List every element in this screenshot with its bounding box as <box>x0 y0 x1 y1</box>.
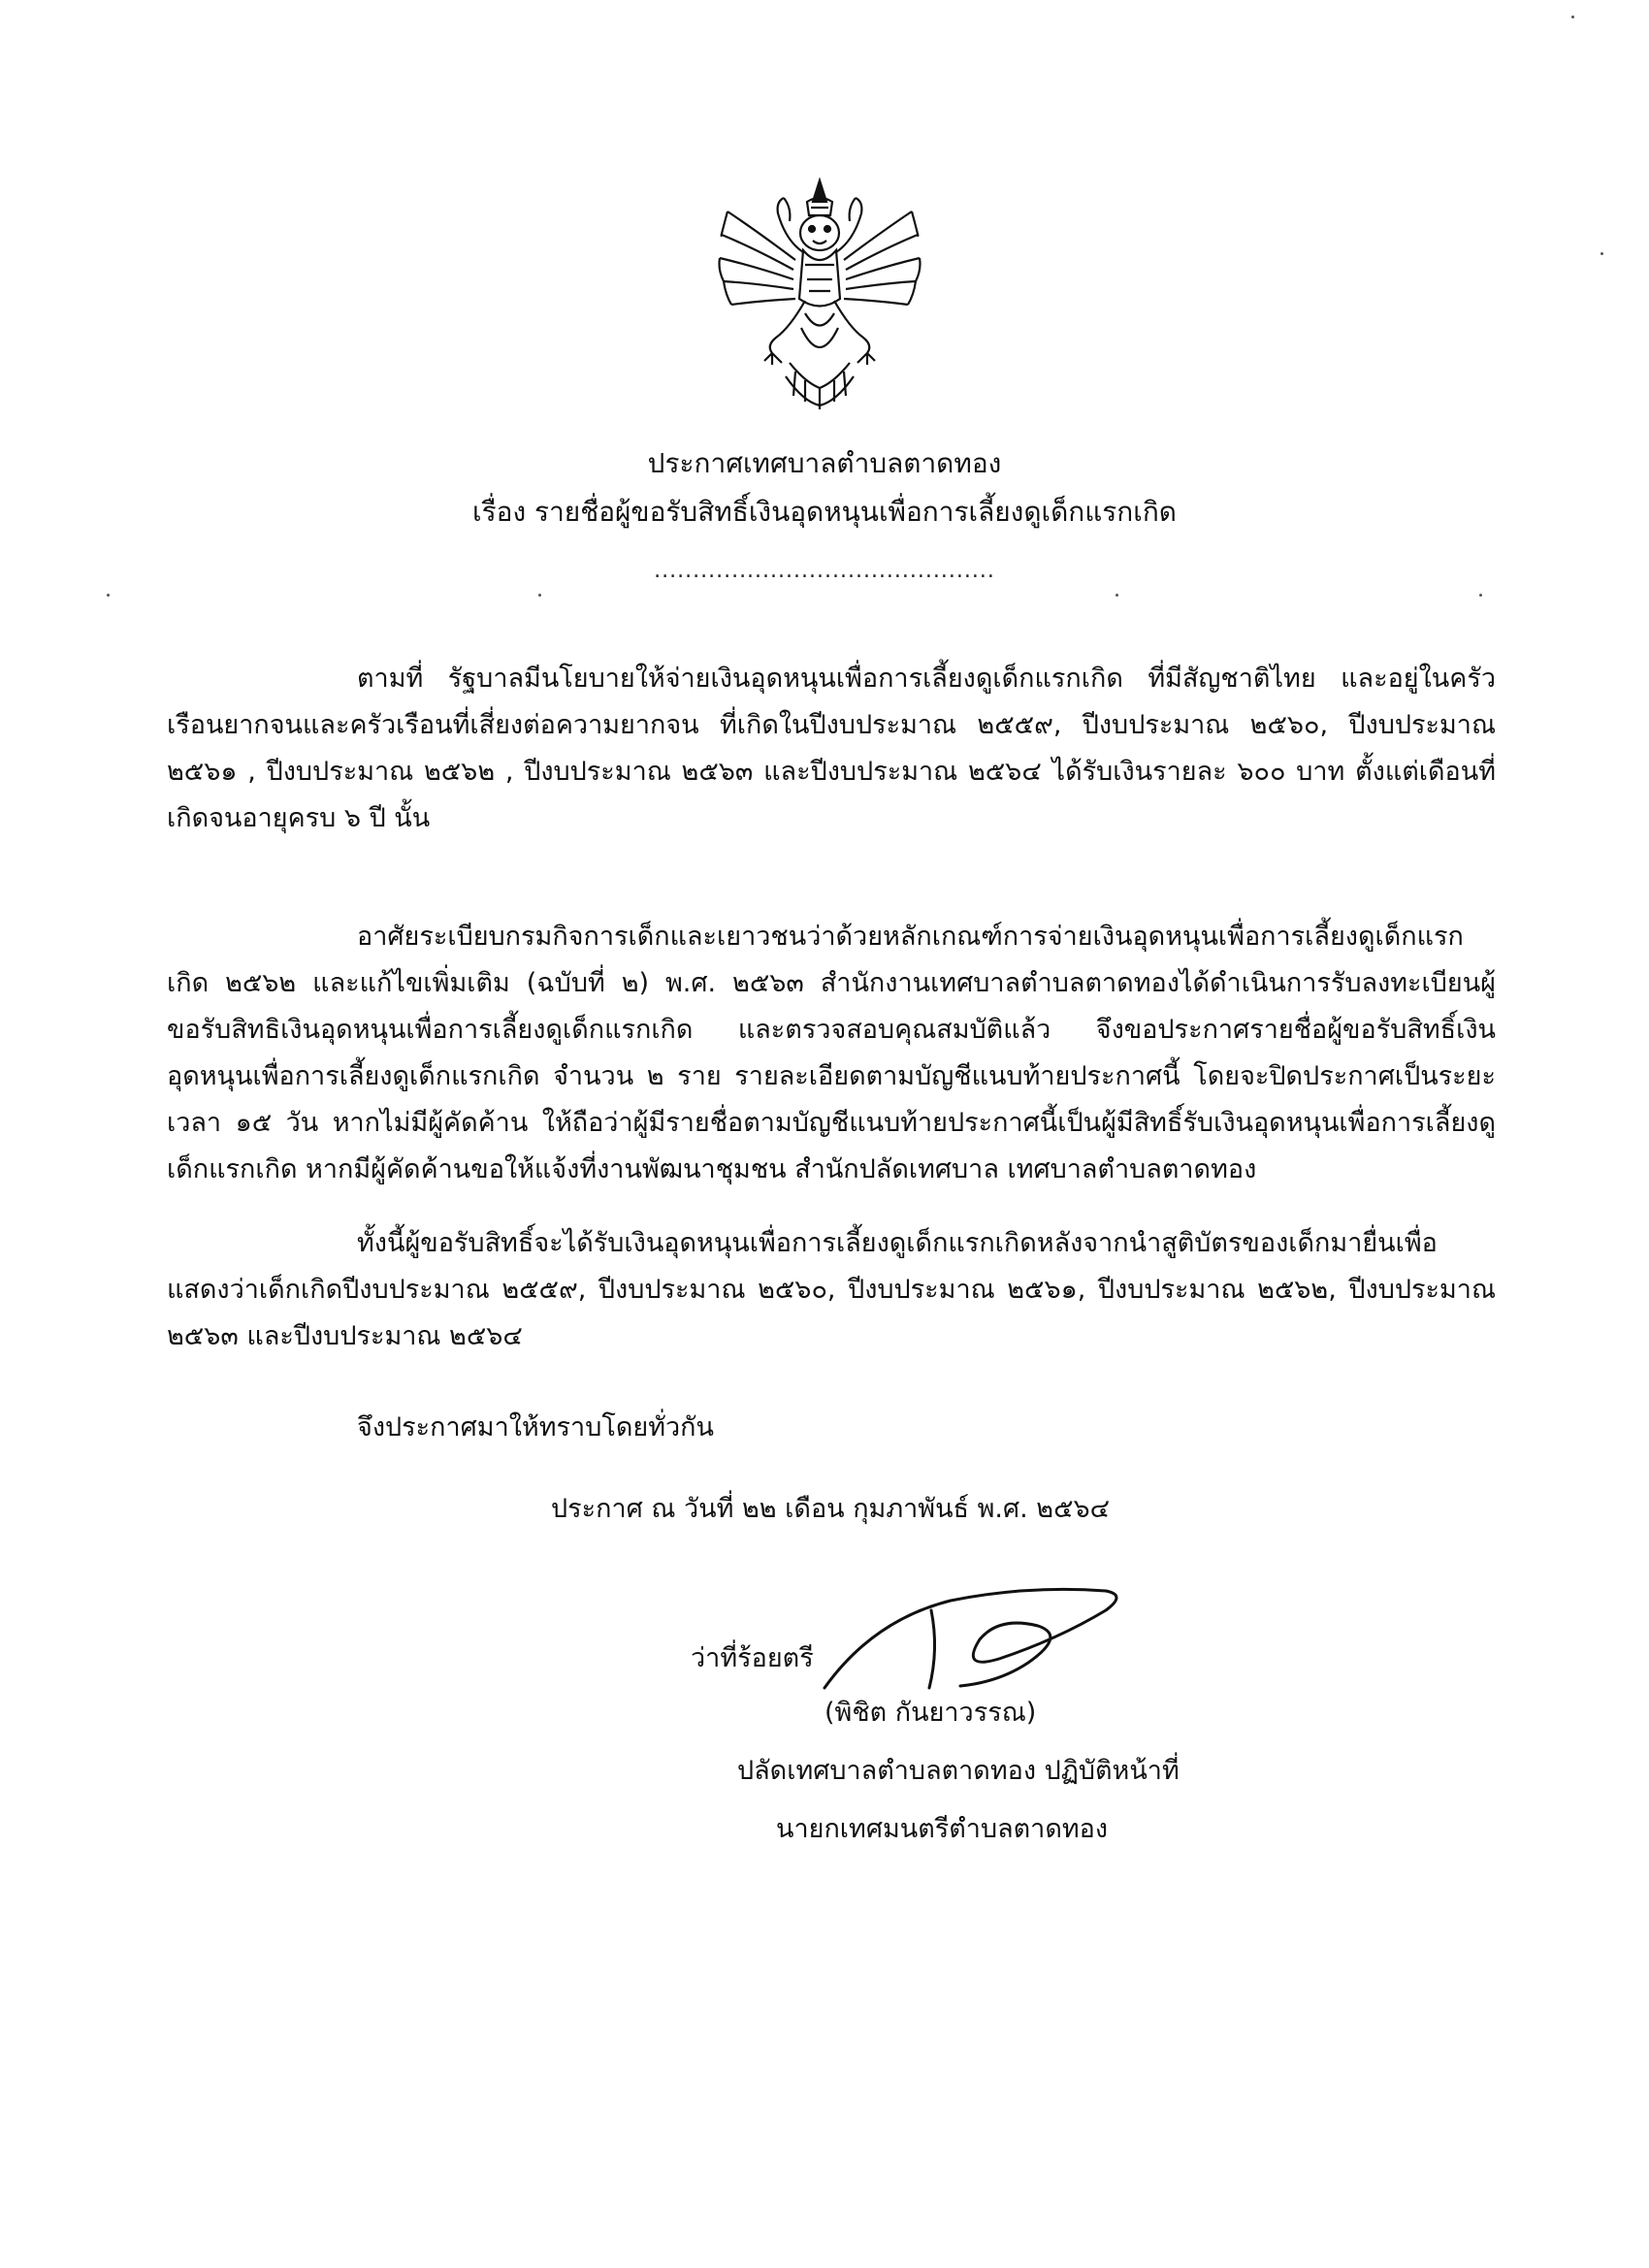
paragraph-2 <box>167 914 1496 1193</box>
scan-speck <box>1116 594 1118 597</box>
closing-statement: จึงประกาศมาให้ทราบโดยทั่วกัน <box>357 1412 714 1442</box>
paragraph-2-text: อาศัยระเบียบกรมกิจการเด็กและเยาวชนว่าด้วยหลักเกณฑ์การจ่ายเงินอุดหนุนเพื่อการเลี้ยงดูเด็กแรกเกิด ๒๕๖๒ และแก้ไขเพิ่มเติม (ฉบับที่ ๒) พ.ศ. ๒๕๖๓ สำนักงานเทศบาลตำบลตาดทองได้ดำเนินการรับลงทะเบียนผู้ขอรับสิทธิเงินอุดหนุนเพื่อการเลี้ยงดูเด็กแรกเกิด และตรวจสอบคุณสมบัติแล้ว จึงขอประกาศรายชื่อผู้ขอรับสิทธิ์เงินอุดหนุนเพื่อการเลี้ยงดูเด็กแรกเกิด จำนวน ๒ ราย รายละเอียดตามบัญชีแนบท้ายประกาศนี้ โดยจะปิดประกาศเป็นระยะเวลา ๑๕ วัน หากไม่มีผู้คัดค้าน ให้ถือว่าผู้มีรายชื่อตามบัญชีแนบท้ายประกาศนี้เป็นผู้มีสิทธิ์รับเงินอุดหนุนเพื่อการเลี้ยงดูเด็กแรกเกิด หากมีผู้คัดค้านขอให้แจ้งที่งานพัฒนาชุมชน สำนักปลัดเทศบาล เทศบาลตำบลตาดทอง <box>167 922 1496 1184</box>
scan-speck <box>1571 16 1574 18</box>
paragraph-3-text: ทั้งนี้ผู้ขอรับสิทธิ์จะได้รับเงินอุดหนุนเพื่อการเลี้ยงดูเด็กแรกเกิดหลังจากนำสูติบัตรของเด็กมายื่นเพื่อแสดงว่าเด็กเกิดปีงบประมาณ ๒๕๕๙, ปีงบประมาณ ๒๕๖๐, ปีงบประมาณ ๒๕๖๑, ปีงบประมาณ ๒๕๖๒, ปีงบประมาณ ๒๕๖๓ และปีงบประมาณ ๒๕๖๔ <box>167 1228 1496 1351</box>
signatory-rank: ว่าที่ร้อยตรี <box>691 1643 814 1673</box>
scan-speck <box>107 594 110 597</box>
announcement-title: ประกาศเทศบาลตำบลตาดทอง <box>647 447 1002 479</box>
handwritten-signature <box>815 1581 1135 1698</box>
garuda-emblem-icon <box>708 173 931 415</box>
paragraph-3 <box>167 1220 1496 1360</box>
announcement-subject: เรื่อง รายชื่อผู้ขอรับสิทธิ์เงินอุดหนุนเพื่อการเลี้ยงดูเด็กแรกเกิด <box>472 496 1177 528</box>
signatory-position: ปลัดเทศบาลตำบลตาดทอง ปฏิบัติหน้าที่ <box>737 1756 1180 1786</box>
scan-speck <box>1600 252 1603 255</box>
separator-dots: ............................................ <box>654 559 995 583</box>
signatory-name: (พิชิต กันยาวรรณ) <box>824 1698 1037 1728</box>
announcement-date: ประกาศ ณ วันที่ ๒๒ เดือน กุมภาพันธ์ พ.ศ. ๒๕๖๔ <box>551 1494 1111 1524</box>
signatory-acting-position: นายกเทศมนตรีตำบลตาดทอง <box>776 1814 1109 1844</box>
paragraph-1 <box>167 656 1496 842</box>
scan-speck <box>538 594 541 597</box>
paragraph-1-text: ตามที่ รัฐบาลมีนโยบายให้จ่ายเงินอุดหนุนเพื่อการเลี้ยงดูเด็กแรกเกิด ที่มีสัญชาติไทย และอยู่ในครัวเรือนยากจนและครัวเรือนที่เสี่ยงต่อความยากจน ที่เกิดในปีงบประมาณ ๒๕๕๙, ปีงบประมาณ ๒๕๖๐, ปีงบประมาณ ๒๕๖๑ , ปีงบประมาณ ๒๕๖๒ , ปีงบประมาณ ๒๕๖๓ และปีงบประมาณ ๒๕๖๔ ได้รับเงินรายละ ๖๐๐ บาท ตั้งแต่เดือนที่เกิดจนอายุครบ ๖ ปี นั้น <box>167 664 1496 833</box>
scan-speck <box>1479 594 1482 597</box>
